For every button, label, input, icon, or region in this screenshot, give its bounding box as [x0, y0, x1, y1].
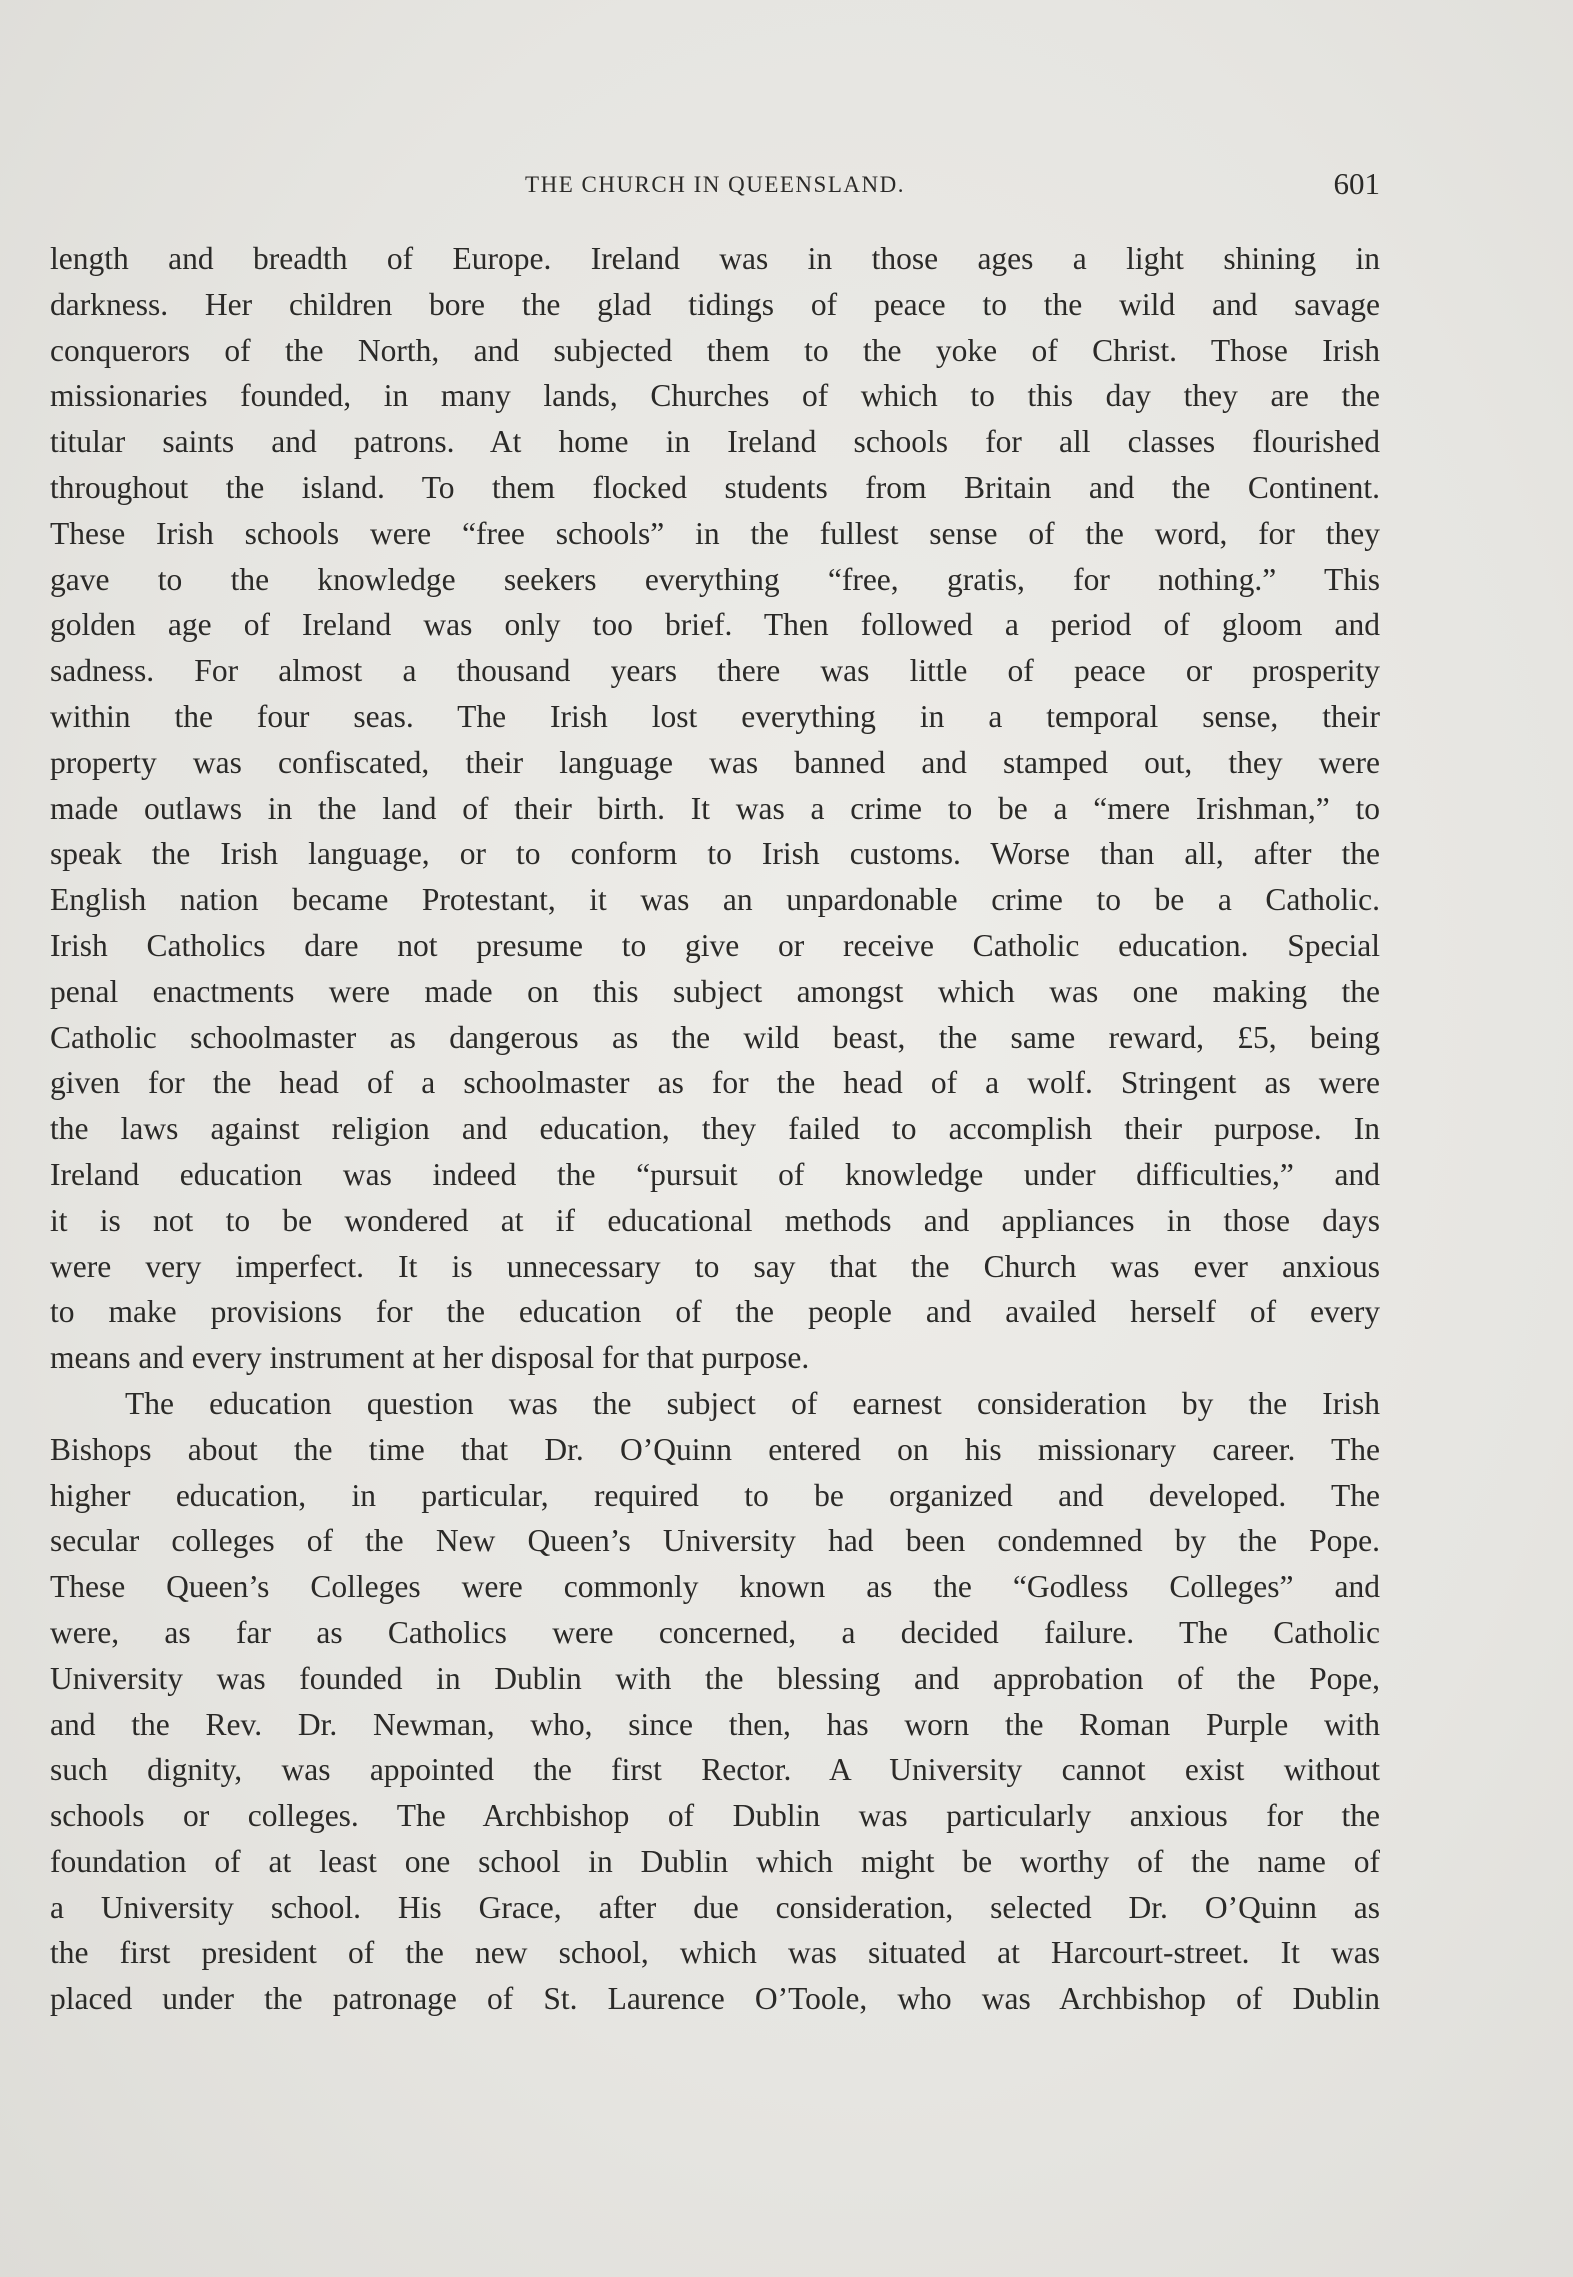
text-line: it is not to be wondered at if educational methods and appliances in those days	[50, 1202, 1380, 1238]
text-line: Ireland education was indeed the “pursuit of knowledge under difficulties,” and	[50, 1156, 1380, 1192]
text-line: to make provisions for the education of the people and availed herself of every	[50, 1294, 1380, 1330]
body-text	[50, 236, 1380, 2022]
text-line: the first president of the new school, which was situated at Harcourt-street. It was	[50, 1935, 1380, 1971]
text-line: were very imperfect. It is unnecessary to say that the Church was ever anxious	[50, 1248, 1380, 1284]
text-line: titular saints and patrons. At home in Ireland schools for all classes flourished	[50, 424, 1380, 460]
text-line: missionaries founded, in many lands, Churches of which to this day they are the	[50, 378, 1380, 414]
text-line: gave to the knowledge seekers everything “free, gratis, for nothing.” This	[50, 561, 1380, 597]
text-line: These Irish schools were “free schools” in the fullest sense of the word, for they	[50, 515, 1380, 551]
text-line: were, as far as Catholics were concerned, a decided failure. The Catholic	[50, 1614, 1380, 1650]
running-head	[50, 166, 1380, 206]
text-line: golden age of Ireland was only too brief. Then followed a period of gloom and	[50, 607, 1380, 643]
paragraph-1	[50, 236, 1380, 1381]
text-line: length and breadth of Europe. Ireland was in those ages a light shining in	[50, 241, 1380, 276]
page-number: 601	[1333, 166, 1380, 201]
text-line: darkness. Her children bore the glad tidings of peace to the wild and savage	[50, 286, 1380, 322]
running-title: THE CHURCH IN QUEENSLAND.	[525, 172, 905, 197]
text-line: The education question was the subject of earnest consideration by the Irish	[125, 1385, 1380, 1421]
text-line: given for the head of a schoolmaster as for the head of a wolf. Stringent as were	[50, 1065, 1380, 1101]
text-line: property was confiscated, their language was banned and stamped out, they were	[50, 744, 1380, 780]
text-line: Irish Catholics dare not presume to give or receive Catholic education. Special	[50, 927, 1380, 963]
text-line: speak the Irish language, or to conform to Irish customs. Worse than all, after the	[50, 836, 1380, 872]
text-line: sadness. For almost a thousand years there was little of peace or prosperity	[50, 653, 1380, 689]
text-line: placed under the patronage of St. Laurence O’Toole, who was Archbishop of Dublin	[50, 1981, 1380, 2017]
text-line: These Queen’s Colleges were commonly known as the “Godless Colleges” and	[50, 1569, 1380, 1605]
text-line: foundation of at least one school in Dublin which might be worthy of the name of	[50, 1843, 1380, 1879]
text-line: higher education, in particular, required to be organized and developed. The	[50, 1477, 1380, 1513]
text-line: throughout the island. To them flocked students from Britain and the Continent.	[50, 469, 1380, 505]
text-line: English nation became Protestant, it was an unpardonable crime to be a Catholic.	[50, 882, 1380, 918]
text-line: means and every instrument at her disposal for that purpose.	[50, 1340, 810, 1376]
text-line: within the four seas. The Irish lost everything in a temporal sense, their	[50, 698, 1380, 734]
text-line: Bishops about the time that Dr. O’Quinn entered on his missionary career. The	[50, 1431, 1380, 1467]
text-line: a University school. His Grace, after due consideration, selected Dr. O’Quinn as	[50, 1889, 1380, 1925]
text-line: schools or colleges. The Archbishop of Dublin was particularly anxious for the	[50, 1798, 1380, 1834]
text-line: University was founded in Dublin with the blessing and approbation of the Pope,	[50, 1660, 1380, 1696]
text-line: made outlaws in the land of their birth. It was a crime to be a “mere Irishman,” to	[50, 790, 1380, 826]
text-line: such dignity, was appointed the first Rector. A University cannot exist without	[50, 1752, 1380, 1788]
text-line: the laws against religion and education, they failed to accomplish their purpose. In	[50, 1111, 1380, 1147]
text-line: and the Rev. Dr. Newman, who, since then, has worn the Roman Purple with	[50, 1706, 1380, 1742]
text-line: Catholic schoolmaster as dangerous as the wild beast, the same reward, £5, being	[50, 1019, 1380, 1055]
paragraph-2	[50, 1381, 1380, 2022]
text-line: conquerors of the North, and subjected them to the yoke of Christ. Those Irish	[50, 332, 1380, 368]
text-line: secular colleges of the New Queen’s University had been condemned by the Pope.	[50, 1523, 1380, 1559]
text-line: penal enactments were made on this subject amongst which was one making the	[50, 973, 1380, 1009]
